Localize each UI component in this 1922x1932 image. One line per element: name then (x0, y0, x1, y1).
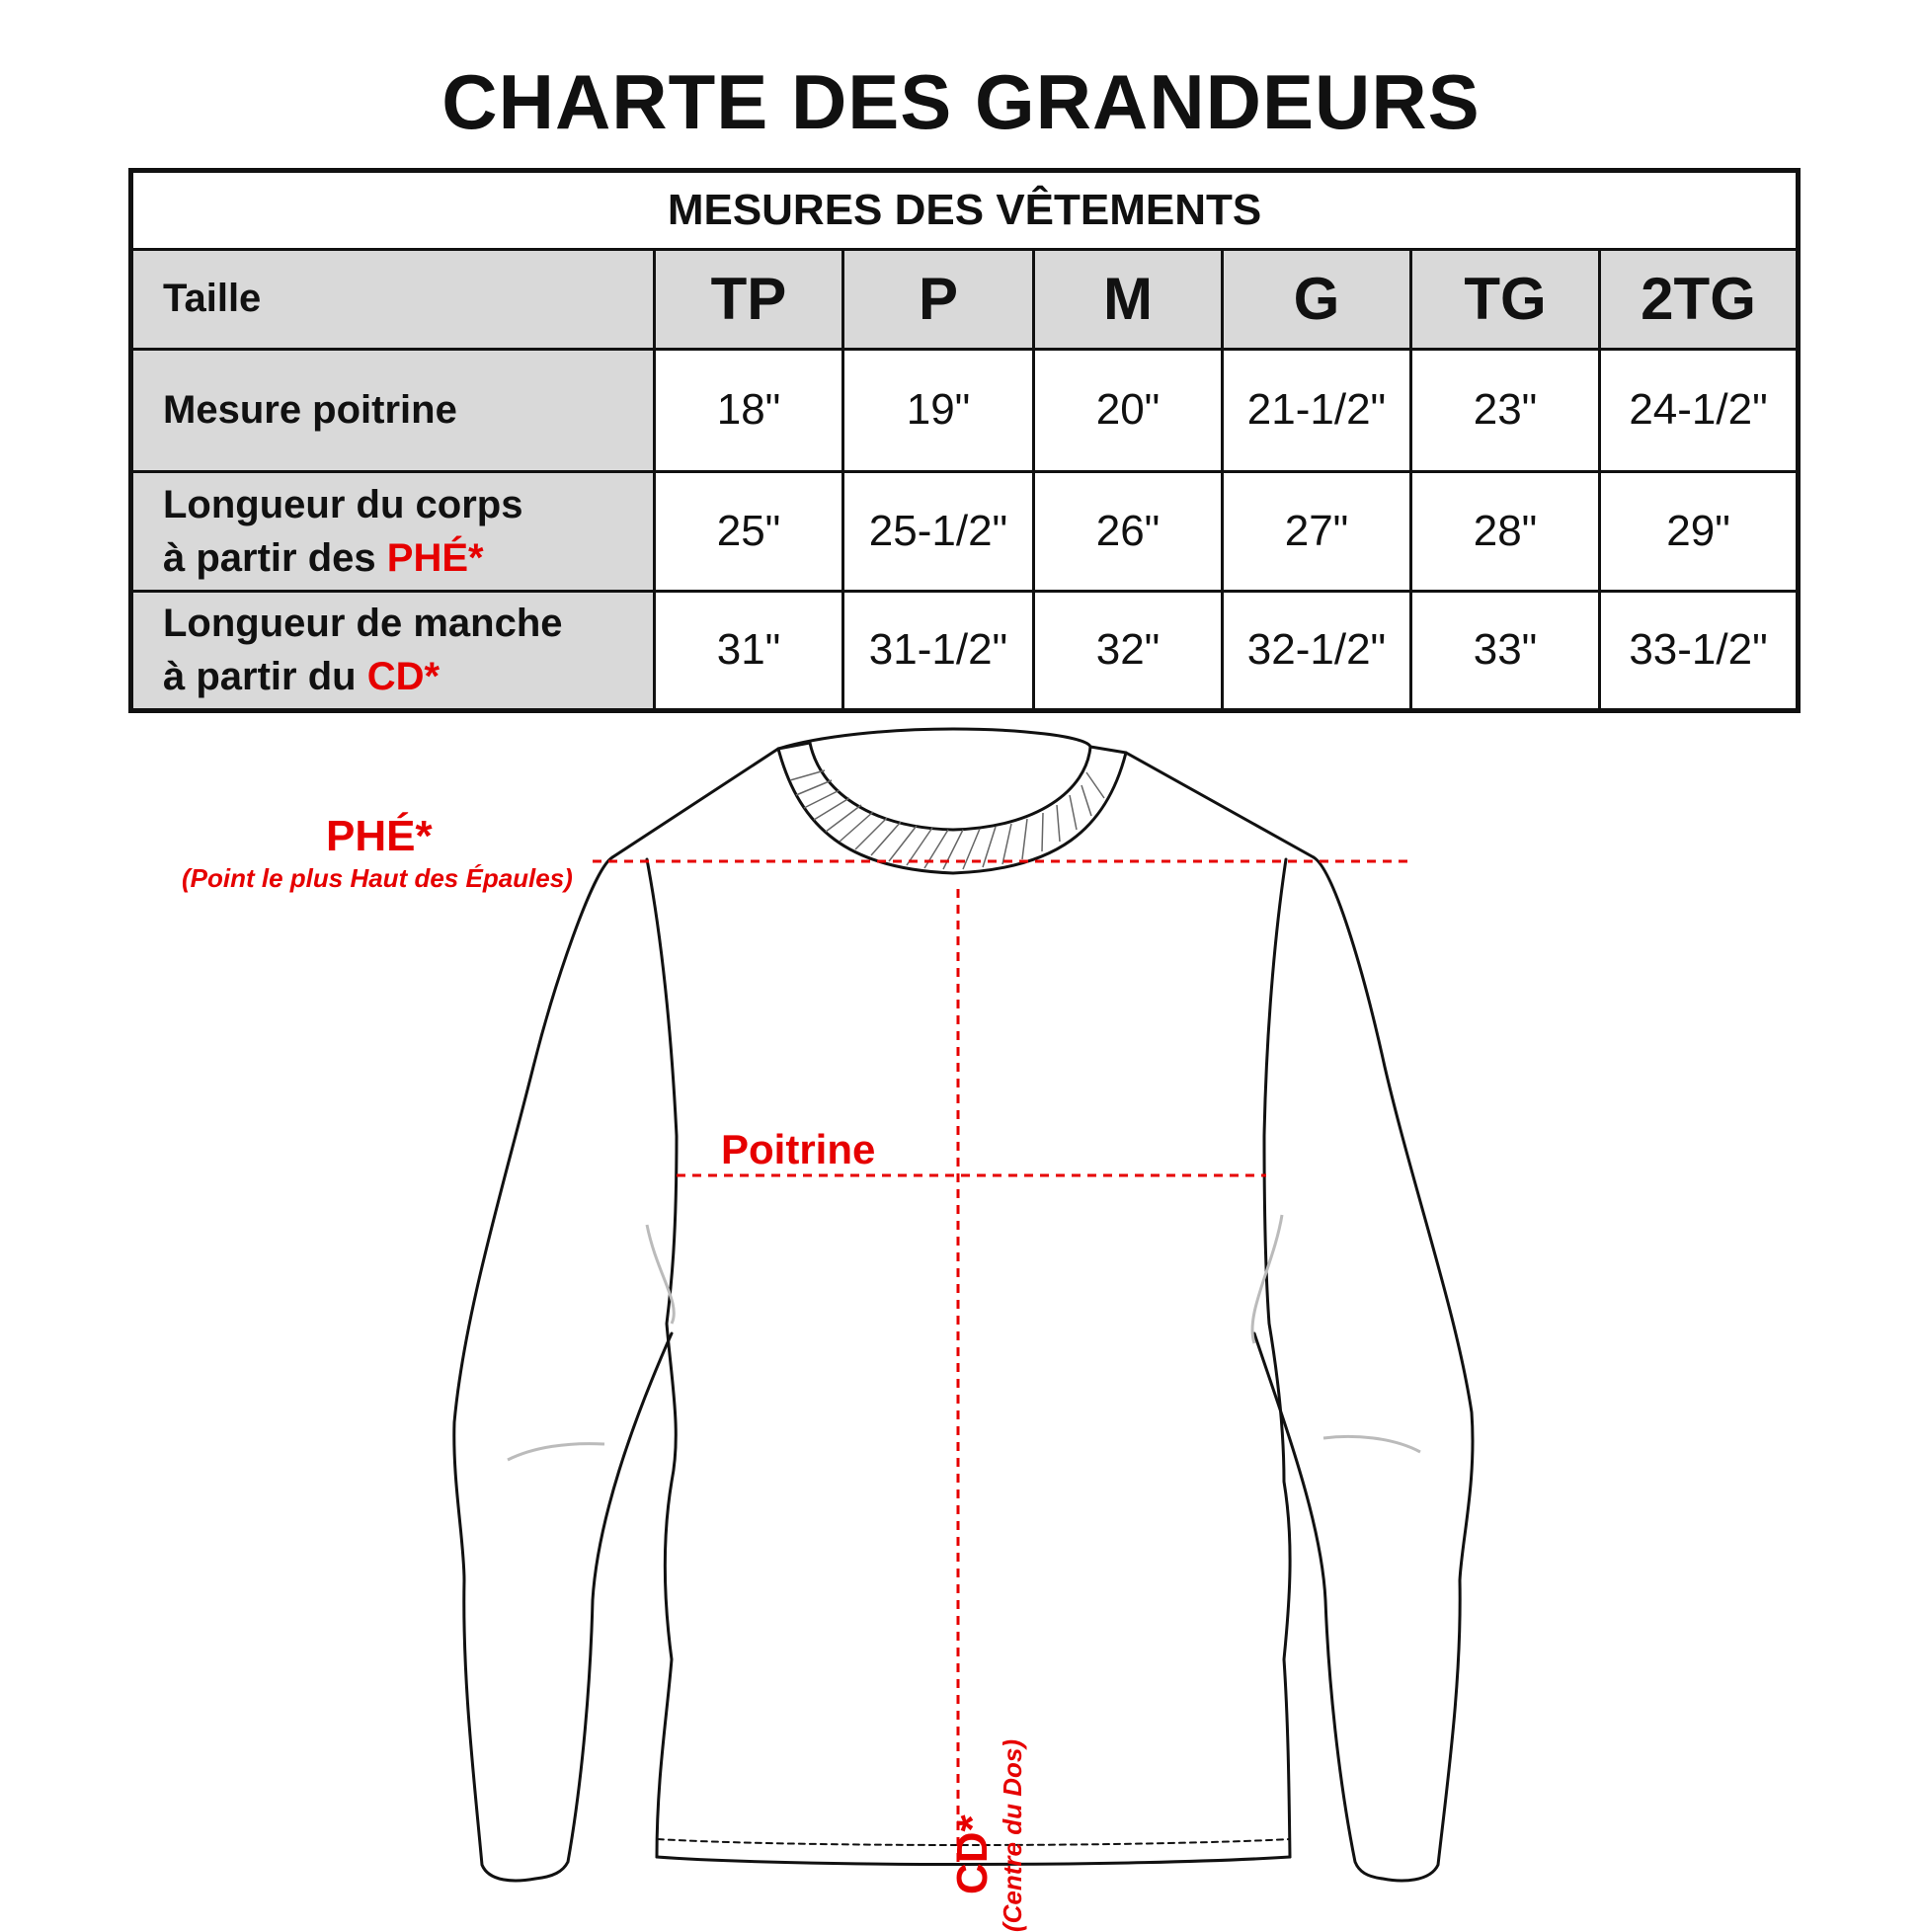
page-title: CHARTE DES GRANDEURS (441, 58, 1481, 145)
table-cell: 33-1/2" (1600, 591, 1799, 710)
table-header: MESURES DES VÊTEMENTS (131, 171, 1799, 250)
size-cell: 2TG (1600, 250, 1799, 349)
table-cell: 26" (1034, 472, 1223, 591)
table-cell: 28" (1411, 472, 1600, 591)
table-cell: 31" (655, 591, 843, 710)
table-cell: 32" (1034, 591, 1223, 710)
row-label-line2: à partir du (163, 655, 367, 699)
row-label-line1: Mesure poitrine (163, 388, 457, 433)
table-cell: 18" (655, 349, 843, 471)
table-cell: 32-1/2" (1223, 591, 1411, 710)
size-cell: P (843, 250, 1034, 349)
table-cell: 29" (1600, 472, 1799, 591)
table-cell: 31-1/2" (843, 591, 1034, 710)
collar-ribbing (790, 770, 1104, 869)
table-cell: 25-1/2" (843, 472, 1034, 591)
row-label-line1: Longueur de manche (163, 602, 563, 646)
size-cell: TG (1411, 250, 1600, 349)
table-cell: 23" (1411, 349, 1600, 471)
cd-annotation-group (948, 1709, 1027, 1932)
cd-annotation: CD* (948, 1814, 997, 1894)
row-label-abbrev: PHÉ* (386, 535, 484, 580)
cd-annotation-detail: (Centre du Dos) (998, 1739, 1027, 1932)
row-label-line2: à partir des (163, 535, 387, 580)
row-label-abbrev: CD* (366, 655, 440, 699)
table-cell: 25" (655, 472, 843, 591)
size-label: Taille (131, 250, 655, 349)
table-cell: 20" (1034, 349, 1223, 471)
size-cell: G (1223, 250, 1411, 349)
chest-annotation: Poitrine (721, 1126, 876, 1172)
table-cell: 24-1/2" (1600, 349, 1799, 471)
size-cell: TP (655, 250, 843, 349)
table-cell: 21-1/2" (1223, 349, 1411, 471)
table-cell: 19" (843, 349, 1034, 471)
row-label-line1: Longueur du corps (163, 482, 523, 526)
phe-annotation-detail: (Point le plus Haut des Épaules) (182, 863, 573, 893)
table-cell: 33" (1411, 591, 1600, 710)
table-cell: 27" (1223, 472, 1411, 591)
phe-annotation: PHÉ* (326, 812, 433, 860)
size-cell: M (1034, 250, 1223, 349)
